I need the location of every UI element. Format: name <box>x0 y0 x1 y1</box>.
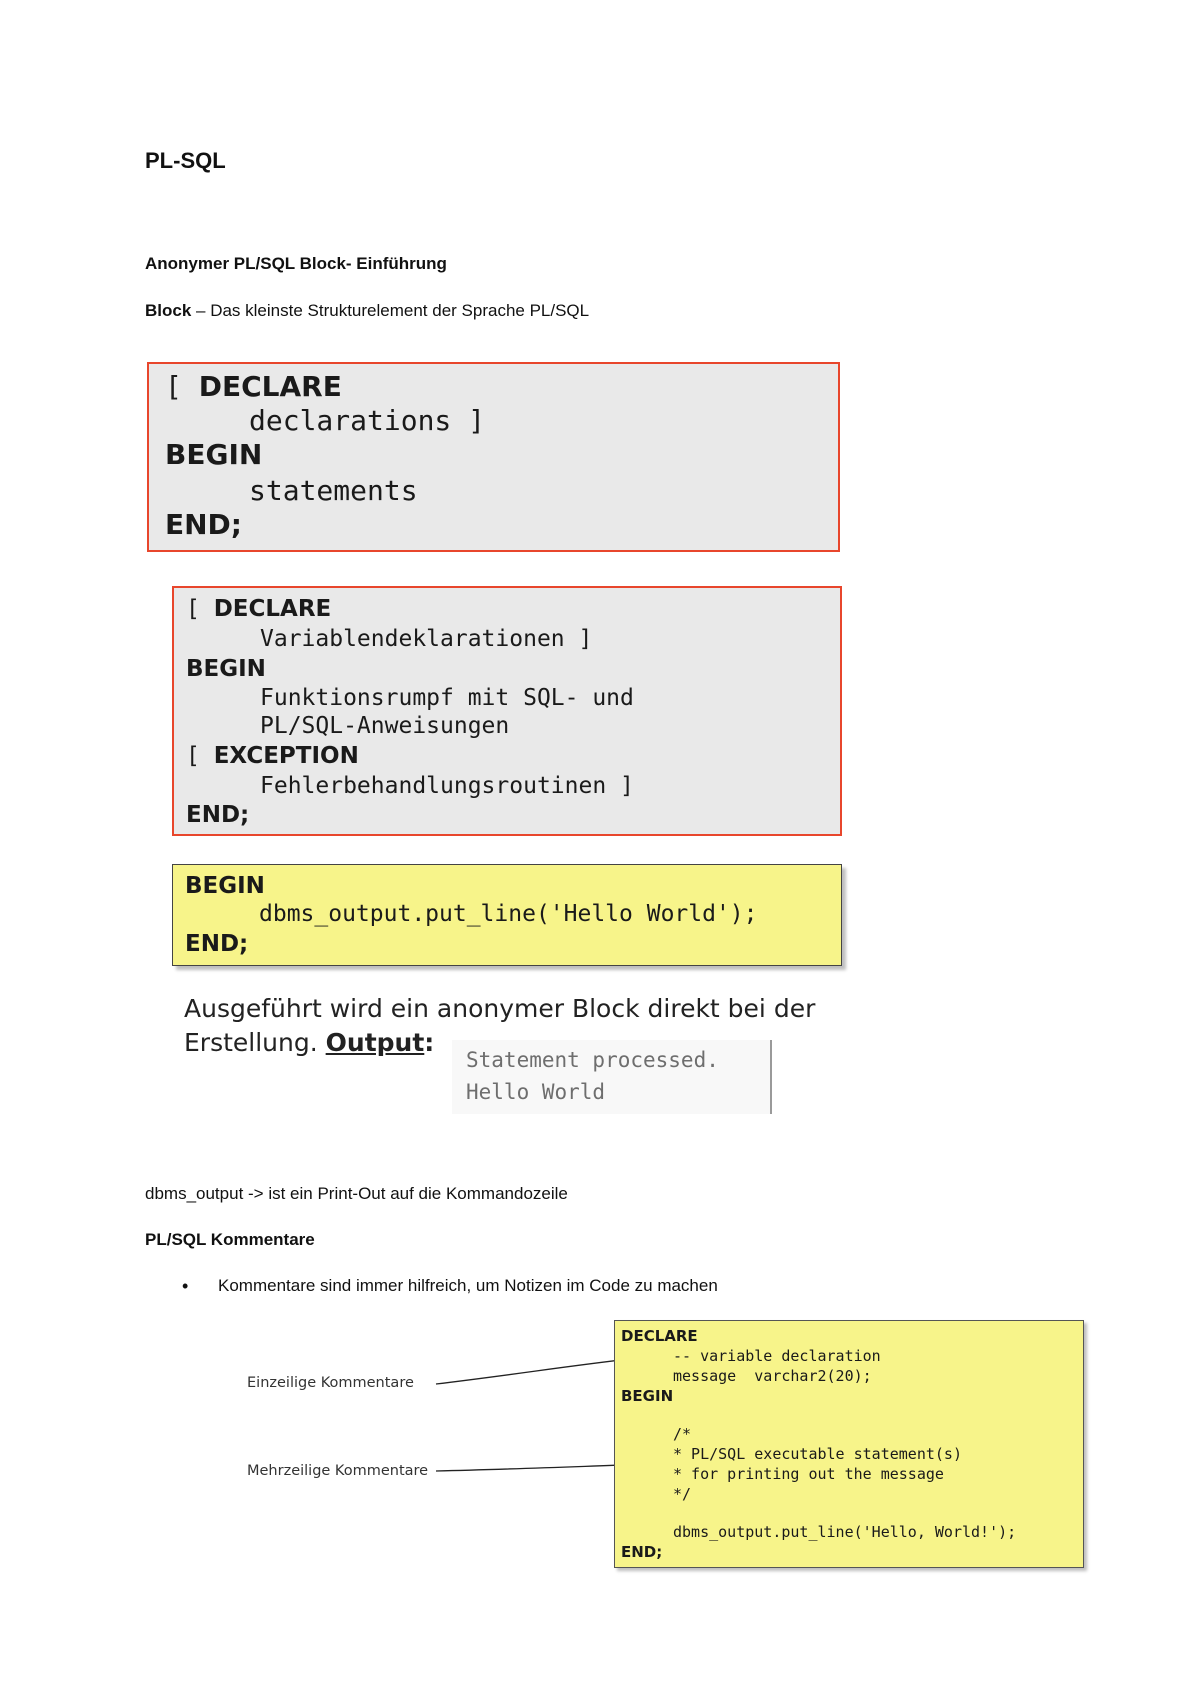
code-line: END; <box>186 802 250 828</box>
code-line: -- variable declaration <box>673 1347 881 1365</box>
dbms-output-note: dbms_output -> ist ein Print-Out auf die Kommandozeile <box>145 1184 568 1203</box>
code-line: END; <box>621 1543 663 1561</box>
code-line: [ EXCEPTION <box>186 743 359 769</box>
block-term: Block <box>145 301 192 320</box>
code-line: Variablendeklarationen ] <box>260 626 593 652</box>
label-single-line-comments: Einzeilige Kommentare <box>247 1375 414 1391</box>
code-line: Funktionsrumpf mit SQL- und <box>260 685 634 711</box>
page-title: PL-SQL <box>145 148 226 173</box>
code-line: * for printing out the message <box>673 1465 944 1483</box>
execution-note-line2: Erstellung. Output: <box>184 1028 435 1057</box>
section-heading-comments: PL/SQL Kommentare <box>145 1230 315 1249</box>
code-line: dbms_output.put_line('Hello World'); <box>259 901 758 927</box>
code-line: Fehlerbehandlungsroutinen ] <box>260 773 634 799</box>
bullet-text: Kommentare sind immer hilfreich, um Notizen im Code zu machen <box>218 1276 718 1295</box>
code-line: message varchar2(20); <box>673 1367 872 1385</box>
output-label: Output <box>325 1028 425 1057</box>
code-line: BEGIN <box>185 873 265 899</box>
code-line: BEGIN <box>621 1387 674 1405</box>
code-line: DECLARE <box>621 1327 698 1345</box>
code-line: */ <box>673 1485 692 1503</box>
code-line: /* <box>673 1425 692 1443</box>
console-line: Statement processed. <box>466 1048 719 1072</box>
block-description: – Das kleinste Strukturelement der Sprache PL/SQL <box>191 301 590 320</box>
code-line: END; <box>185 931 249 957</box>
label-multi-line-comments: Mehrzeilige Kommentare <box>247 1463 429 1479</box>
code-line: BEGIN <box>165 438 263 471</box>
code-line: END; <box>165 508 242 541</box>
code-block-comments-example <box>614 1320 1084 1568</box>
code-line: [ DECLARE <box>165 370 342 403</box>
console-line: Hello World <box>466 1080 606 1104</box>
code-line: declarations ] <box>249 404 486 437</box>
code-line: PL/SQL-Anweisungen <box>260 713 510 739</box>
bullet-dot: • <box>182 1276 189 1296</box>
code-line: statements <box>249 474 418 507</box>
code-line: * PL/SQL executable statement(s) <box>673 1445 962 1463</box>
execution-note-line1: Ausgeführt wird ein anonymer Block direkt bei der <box>184 994 816 1023</box>
code-line: BEGIN <box>186 656 266 682</box>
section-heading-anonymous-block: Anonymer PL/SQL Block- Einführung <box>145 254 447 273</box>
code-line: [ DECLARE <box>186 596 332 622</box>
code-line: dbms_output.put_line('Hello, World!'); <box>673 1523 1017 1541</box>
